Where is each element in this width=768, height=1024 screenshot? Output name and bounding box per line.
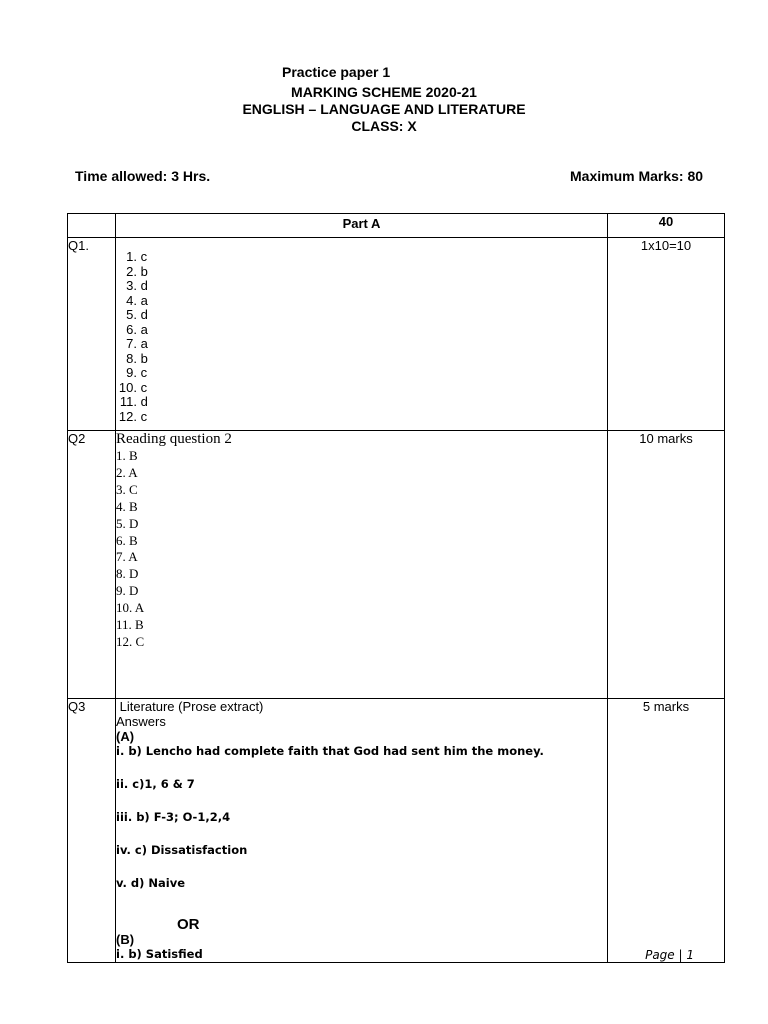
q1-answer-item: [116, 410, 607, 425]
q3-section-b-options: [116, 947, 607, 962]
q1-row: [68, 238, 725, 431]
q2-answer-item: 1. B: [116, 448, 138, 463]
q2-answer-item: 9. D: [116, 583, 139, 599]
q3-answers-label: Answers: [116, 714, 166, 729]
q1-answer-value: c: [140, 365, 148, 380]
q2-answer-item: 6. B: [116, 532, 138, 548]
q3-row: [68, 699, 725, 963]
q2-answer-item: 10. A: [116, 600, 145, 616]
q1-answer-item: [116, 352, 607, 367]
q1-answer-value: a: [140, 292, 148, 308]
q1-answer-number: 3.: [126, 278, 137, 293]
q2-answer-item: 12. C: [116, 633, 145, 649]
q1-answer-value: a: [140, 321, 148, 337]
part-num-cell: [68, 214, 116, 238]
marking-table: [67, 213, 725, 963]
q3-option-item: v. d) Naive: [116, 876, 186, 890]
q1-answer-number: 10.: [118, 379, 137, 395]
q1-answer-item: [116, 395, 607, 410]
q2-answer-item: 2. A: [116, 464, 138, 480]
q1-answer-value: b: [140, 263, 148, 279]
practice-paper-label: Practice paper 1: [282, 64, 391, 80]
q1-answer-value: d: [140, 307, 148, 322]
q2-answer-item: 4. B: [116, 498, 138, 514]
q1-answer-number: 11.: [119, 394, 137, 409]
q3-option-item: i. b) Lencho had complete faith that God had sent him the money.: [116, 744, 544, 758]
q3-marks: 5 marks: [642, 699, 690, 714]
q1-answer-item: [116, 265, 607, 280]
q1-answer-item: [116, 279, 607, 294]
q3-option-item: ii. c)1, 6 & 7: [116, 777, 195, 791]
page-number: Page | 1: [645, 948, 694, 962]
q1-answer-number: 7.: [126, 336, 137, 351]
q1-answer-item: [116, 294, 607, 309]
maximum-marks: Maximum Marks: 80: [570, 168, 704, 184]
q1-answer-value: b: [140, 350, 148, 366]
q1-answer-item: [116, 323, 607, 338]
marking-scheme-title: MARKING SCHEME 2020-21: [291, 84, 477, 100]
or-label: OR: [177, 916, 200, 933]
q2-answer-item: 11. B: [116, 617, 144, 633]
q1-answer-item: [116, 366, 607, 381]
q1-number: Q1.: [68, 238, 116, 431]
q1-answer-list: [116, 238, 607, 424]
q2-answer-item: 3. C: [116, 481, 138, 497]
q1-answer-value: c: [140, 408, 148, 424]
q3-answers-cell: [116, 699, 608, 963]
class-label: CLASS: X: [351, 118, 417, 134]
q1-answer-number: 1.: [126, 249, 137, 264]
q1-answers-cell: [116, 238, 608, 431]
part-marks: 40: [608, 214, 725, 238]
q2-answer-list: [116, 448, 607, 651]
q1-answer-number: 8.: [126, 350, 137, 366]
q1-answer-number: 12.: [118, 408, 137, 424]
q1-answer-item: [116, 337, 607, 352]
q2-marks: 10 marks: [608, 431, 725, 699]
q2-row: [68, 431, 725, 699]
q3-section-a-options: [116, 744, 607, 909]
q2-title: Reading question 2: [116, 431, 232, 447]
q3-number: Q3: [68, 699, 116, 963]
q1-answer-item: [116, 250, 607, 265]
q3-title: Literature (Prose extract): [116, 699, 264, 714]
q3-marks-cell: [608, 699, 725, 963]
q3-option-item: iv. c) Dissatisfaction: [116, 843, 248, 857]
q3-section-a-label: (A): [116, 729, 135, 744]
q1-answer-item: [116, 308, 607, 323]
q1-answer-number: 2.: [126, 263, 137, 279]
q3-option-item: iii. b) F-3; O-1,2,4: [116, 810, 231, 824]
time-allowed: Time allowed: 3 Hrs.: [75, 168, 211, 184]
part-label: Part A: [116, 214, 608, 238]
q1-answer-value: d: [140, 278, 148, 293]
q1-answer-number: 4.: [126, 292, 137, 308]
q2-number: Q2: [68, 431, 116, 699]
q2-answer-item: 8. D: [116, 566, 139, 582]
q1-answer-value: c: [140, 249, 148, 264]
q1-answer-value: d: [140, 394, 148, 409]
q1-marks: 1x10=10: [608, 238, 725, 431]
q1-answer-number: 9.: [126, 365, 137, 380]
q1-answer-number: 5.: [126, 307, 137, 322]
q3-section-b-label: (B): [116, 932, 135, 947]
subject-title: ENGLISH – LANGUAGE AND LITERATURE: [242, 101, 526, 117]
part-header-row: [68, 214, 725, 238]
q2-answer-item: 5. D: [116, 515, 139, 531]
q1-answer-item: [116, 381, 607, 396]
q2-answer-item: 7. A: [116, 549, 138, 565]
q1-answer-value: a: [140, 336, 148, 351]
q2-answers-cell: [116, 431, 608, 699]
q1-answer-number: 6.: [126, 321, 137, 337]
q1-answer-value: c: [140, 379, 148, 395]
q3-option-item: i. b) Satisfied: [116, 947, 203, 961]
